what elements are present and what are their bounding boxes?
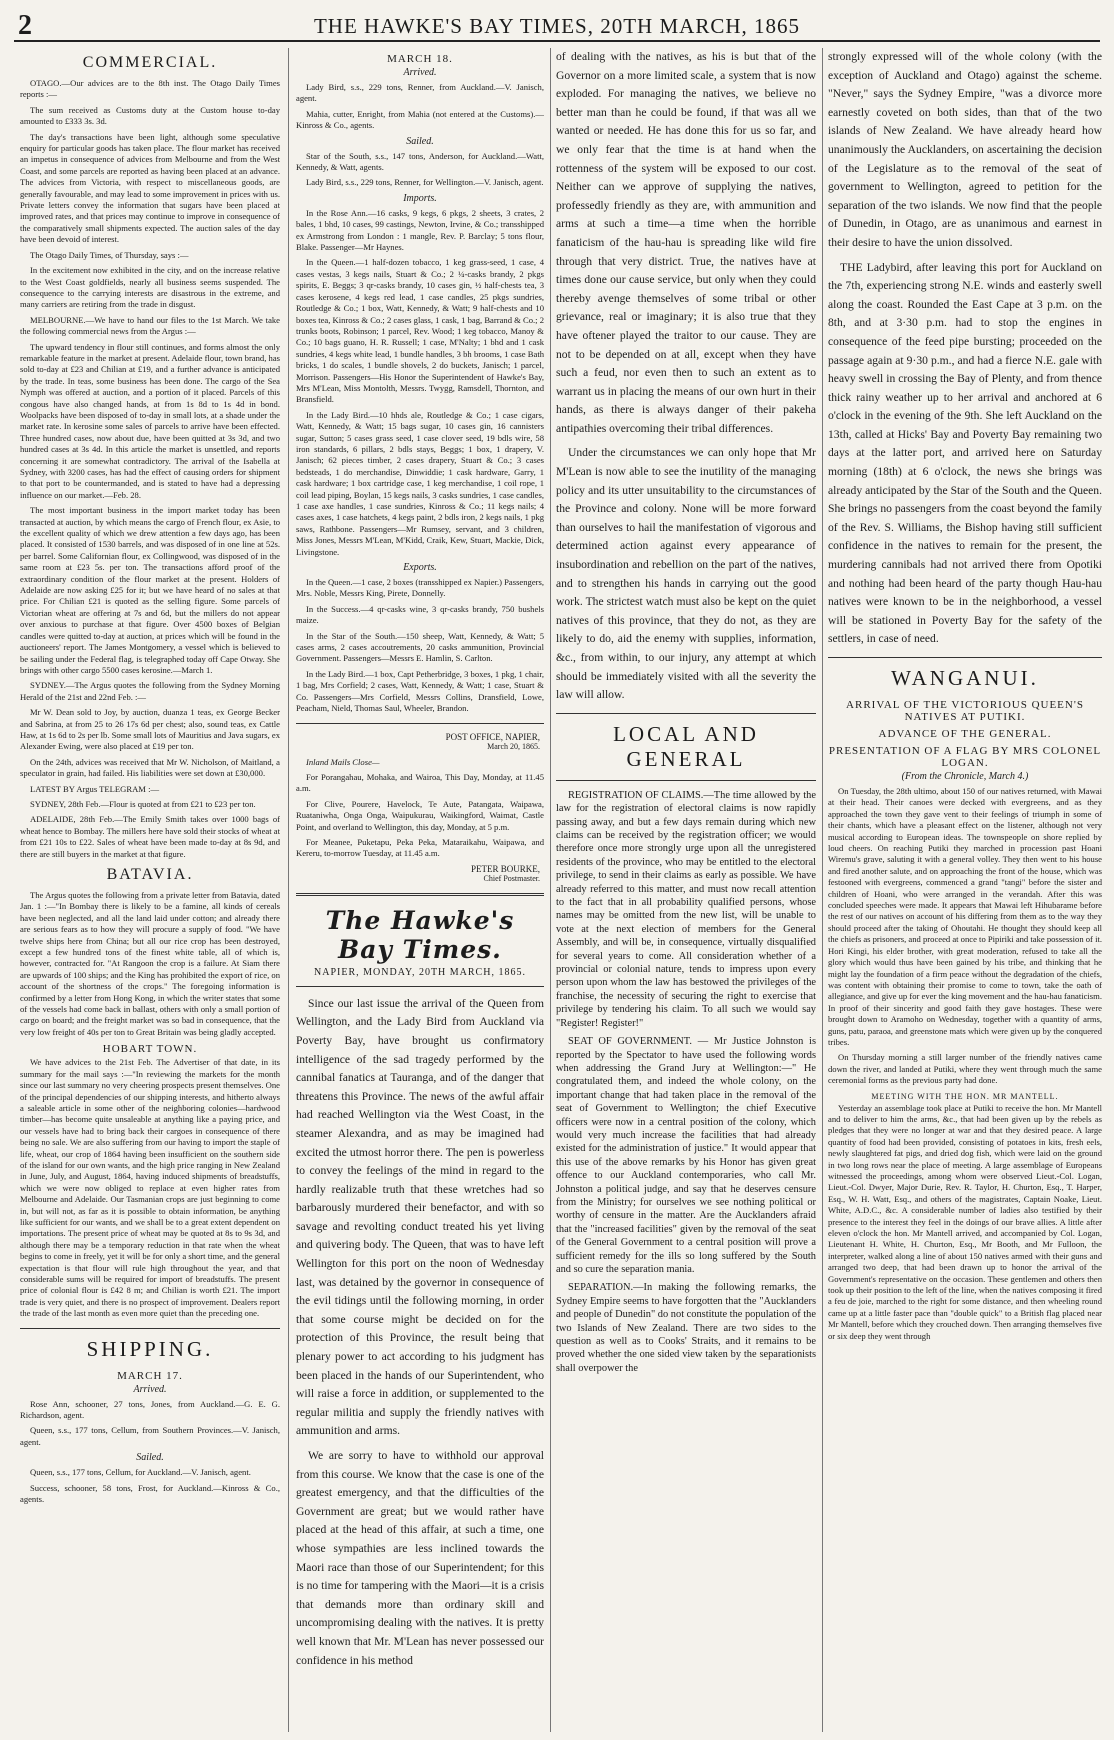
- column-rule: [550, 48, 551, 1732]
- news-paragraph: SEPARATION.—In making the following remarks, the Sydney Empire seems to have forgotten that the "Aucklanders and people of Dunedin" do not constitute the population of the two Islands of New Zealand. There are two sides to the question as well as to Cooks' Straits, and it remains to be proved whether the one sided view taken by the separationists shall overpower the: [556, 1282, 816, 1374]
- batavia-heading: BATAVIA.: [106, 866, 194, 883]
- news-paragraph: SEAT OF GOVERNMENT. — Mr Justice Johnston is reported by the Spectator to have used the following words when addressing the Grand Jury at Wellington:—" He congratulated them, and indeed the whole colony, on the important change that had taken place in the removal of the seat of Government to Wellington; the chief Executive officers were now in a central position of the colony, which would very much increase the facilities that had already existed for the administration of justice." It would appear that this use of the above remarks by his Honor has given great offence to our Auckland contemporaries, who call Mr. Johnston a political judge, and say that he deserves censure from the Ministry; for ourselves we see nothing political or worthy of censure in the matter. Are the Aucklanders afraid that the "increased facilities" given by the removal of the seat of the General Government to a central position will prove a sufficient remedy for the ills so long suffered by the South and so cure the separation mania.: [556, 1036, 816, 1275]
- divider: [828, 657, 1102, 658]
- shipping-heading: SHIPPING.: [86, 1336, 214, 1361]
- post-office-date: March 20, 1865.: [487, 741, 540, 751]
- article-paragraph: SYDNEY, 28th Feb.—Flour is quoted at from £21 to £23 per ton.: [30, 798, 256, 809]
- divider: [20, 1328, 280, 1329]
- article-paragraph: The upward tendency in flour still continues, and forms almost the only remarkable feature in the market at present. Adelaide flour, town brand, has sold to-day at £23 and Chilian at £19, and a further advance is anticipated by the trade. In teas, some business has been done. The cargo of the Sea Nymph was offered at auction, and a portion of it placed. Parcels of this congous have also changed hands, at from 1s 8d to 1s 4d in bond. Woolpacks have been disposed of to-day in small lots, at a shade under the market rate. In kerosine some sales of parcels to arrive have been effected. Three hundred cases, now about due, have been quitted at 3s 3d, and two hundred cases at 3s 4d. In this article the market is unsettled, and reports concerning it are somewhat contradictory. The arrival of the Isabella at Sydney, with 3200 cases, has had the effect of causing orders for shipment to that port to be countermanded, and is stated to have had a depressing influence on our market.—Feb. 28.: [20, 341, 280, 500]
- sailed-label: Sailed.: [136, 1452, 164, 1464]
- article-paragraph: Yesterday an assemblage took place at Putiki to receive the hon. Mr Mantell and to deliver to him the arms, &c., that had been given up by the rebels as pledges that they were no longer at war and that they desired peace. A large quantity of food had been provided, consisting of potatoes in kits, fresh eels, newly slaughtered fat pigs, and dried dog fish, which were laid on the ground in two long rows near the place of meeting. A large assemblage of Europeans witnessed the proceedings, among whom were observed Lieut.-Col. Logan, Lieut.-Col. Dwyer, Major Durie, Rev. R. Taylor, H. Churton, Esq., T. Harper, Esq., W. H. Watt, Esq., and others of the magistrates, Captain Noake, Lieut. White, A.D.C., &c. A considerable number of ladies also testified by their presence to the interest they feel in the doings of our brave allies. A little after eleven o'clock the hon. Mr Mantell arrived, and accompanied by Col. Logan, Lieutenant H. White, H. Churton, Esq., Mr Booth, and Mr Fulloon, the interpreter, walked along a line of about 150 natives armed with their guns and arranged two deep, that had been drawn up to honor the arrival of the Government's representative on the occasion. These gentlemen and others then took up their position to the left of the line, when the natives composing it fired a feu de joie, marched to the right for some distance, and then wheeling round came up at a little faster pace than "double quick" to a British flag placed near Mr Mantell, before which they crouched down. Then arranging themselves five or six deep they went through: [828, 1102, 1102, 1341]
- shipping-entry: Lady Bird, s.s., 229 tons, Renner, for Wellington.—V. Janisch, agent.: [306, 177, 544, 188]
- wanganui-subheading: ADVANCE OF THE GENERAL.: [878, 728, 1052, 740]
- shipping-entry: Star of the South, s.s., 147 tons, Anderson, for Auckland.—Watt, Kennedy, & Watt, agents.: [296, 150, 544, 173]
- mails-entry: For Meanee, Puketapu, Peka Peka, Mataraikahu, Waipawa, and Kereru, to-morrow Tuesday, at 11.45 a.m.: [296, 836, 544, 859]
- column-editorial-local: [556, 48, 816, 1734]
- masthead-title: THE HAWKE'S BAY TIMES, 20TH MARCH, 1865: [313, 14, 800, 38]
- sailed-label: Sailed.: [406, 135, 434, 147]
- imports-entry: In the Queen.—1 half-dozen tobacco, 1 keg grass-seed, 1 case, 4 cases vestas, 3 kegs nails, Stuart & Co.; 2 ¼-casks brandy, 2 pkgs spirits, E. Beggs; 3 qr-casks brandy, 10 cases gin, ½ half-chests tea, 3 cases kerosene, 4 kegs red lead, 1 case candles, 25 pkgs sundries, Routledge & Co.; 1 box, Watt, Kennedy, & Watt; 9 half-chests and 10 boxes tea, Kinross & Co.; 2 cases glass, 1 cask, 1 bag, Barrand & Co.; 2 trunks boots, Robinson; 1 parcel, Rev. Wood; 1 keg tobacco, Manoy & Co.; 10 bags guano, H. R. Russell; 1 case, M'Nalty; 1 bhd and 1 cask sundries, 4 kegs white lead, 1 bundle handles, 3 bh brooms, 1 case Bath bricks, 1 do scales, 1 bundle shovels, 2 do buckets, Janisch; 1 parcel, Morrison. Passengers—His Honor the Superintendent of Hawke's Bay, Mrs M'Lean, Miss Montolth, Messrs. Twygg, Ramsdell, Thornton, and Bransfield.: [296, 257, 544, 405]
- editorial-paragraph: We are sorry to have to withhold our approval from this course. We know that the case is one of the greatest emergency, and that the difficulties of the Government are great; but we would rather have placed at the head of this affair, at such a time, one whose sympathies are less inclined towards the Maori race than those of our Superintendent; for this is no time for tampering with the Maori—it is a crisis that demands more than ordinary skill and uncompromising dealing with the natives. It is pretty well known that Mr. M'Lean has never possessed our confidence in his method: [296, 1449, 544, 1667]
- mails-heading: Inland Mails Close—: [306, 756, 380, 767]
- page-number: 2: [18, 10, 32, 41]
- exports-entry: In the Success.—4 qr-casks wine, 3 qr-casks brandy, 750 bushels maize.: [296, 603, 544, 626]
- paper-title: The Hawke's Bay Times.: [325, 905, 515, 964]
- wanganui-subheading: PRESENTATION OF A FLAG BY MRS COLONEL LOGAN.: [828, 745, 1102, 769]
- hobart-heading: HOBART TOWN.: [102, 1043, 198, 1056]
- post-office-heading: POST OFFICE, NAPIER,: [445, 731, 540, 742]
- divider: [556, 713, 816, 714]
- meeting-subheading: MEETING WITH THE HON. MR MANTELL.: [871, 1091, 1059, 1101]
- source-credit: (From the Chronicle, March 4.): [901, 771, 1029, 782]
- masthead: [14, 10, 1100, 42]
- article-paragraph: On Tuesday, the 28th ultimo, about 150 of our natives returned, with Mawai at their head. Their canoes were decked with evergreens, and as they approached the town they gave vent to their feelings of triumph in some of their chants, which have a pleasant effect on the listener, although not very musical according to European ideas. The townspeople on shore replied by loud cheers. On reaching Putiki they marched in procession past Hoani Wiremu's grave, saluting it with a general volley. They then went to his house and fired another salute, and on approaching the front of the house, which was festooned with evergreens, commenced a grand "tangi" before the sister and children of Hoani, who were arranged in the verandah. After this was concluded speeches were made. It appears that Mawai left Hihubarame before the rest of our natives on account of his differing from them as to the way they should proceed after the taking of Ohoutahi. He thought they should keep all the chiefs as prisoners, and proceed at once to Pipiriki and take possession of it. Hori Kingi, his elder brother, with great moderation, refused to take all the glory which would thus have been gained by his tribe, and thinking that he might lay the foundation of a firm peace without the degradation of the chiefs, was content with obtaining their promise to come to town, take the oath of allegiance, and give up for ever the king movement and the hau-hau fanaticism. In proof of their sincerity and good faith they gave hostages. These were brought down to Aramoho on Wednesday, together with a quantity of arms, guns, patu, paraoa, and greenstone mats which were given up by the conquered tribes.: [828, 786, 1102, 1047]
- mails-entry: For Porangahau, Mohaka, and Wairoa, This Day, Monday, at 11.45 a.m.: [296, 771, 544, 794]
- article-paragraph: The sum received as Customs duty at the Custom house to-day amounted to £333 3s. 3d.: [20, 104, 280, 127]
- column-rule: [288, 48, 289, 1732]
- article-paragraph: The Argus quotes the following from a private letter from Batavia, dated Jan. 1 :—"In Bombay there is likely to be a famine, all kinds of cereals have been neglected, and all the land laid under cotton; and already there are serious fears as to how they will procure a supply of food. "We have twelve ships here from China; but all our rice crop has been destroyed, except a few hundred tons of the finest white table, all of which is, however, contracted for. "At Rangoon the crop is a failure. At Siam there are upwards of 100 ships; and the King has prohibited the export of rice, on account of the shortness of the crops." The foregoing information is confirmed by a letter from Hong Kong, in which the writer states that some of the vessels had come back in ballast, others with only a small portion of cargo on board; and the freight market was so bad in consequence, that the very low freight of 40s per ton to Great Britain was being gladly accepted.: [20, 890, 280, 1037]
- exports-entry: In the Queen.—1 case, 2 boxes (transshipped ex Napier.) Passengers, Mrs. Noble, Messrs King, Pirete, Donnelly.: [296, 577, 544, 599]
- exports-entry: In the Lady Bird.—1 box, Capt Petherbridge, 3 boxes, 1 pkg, 1 chair, 1 bag, Mrs Corfield; 2 cases, Watt, Kennedy, & Watt; 1 case, Stuart & Co. Passengers—Mrs Corfield, Messrs Collins, Dransfield, Lowe, Peacham, Nield, Thomas Saul, Wheeler, Brandon.: [296, 668, 544, 714]
- article-paragraph: Mr W. Dean sold to Joy, by auction, duanza 1 teas, ex George Becker and Sabrina, at from 25 to 26 17s 6d per chest; also, sound teas, ex Cattle Haw, at 1s 6d to 2s per lb. Some small lots of Mauritius and Java sugars, ex Alexander Ewing, were also placed at £19 per ton.: [20, 707, 280, 752]
- article-paragraph: OTAGO.—Our advices are to the 8th inst. The Otago Daily Times reports :—: [20, 78, 280, 100]
- editorial-paragraph: Under the circumstances we can only hope that Mr M'Lean is now able to see the inutility of the managing policy and its utter unsuitability to the circumstances of the Province and colony. None will be more forward than ourselves to hail the manifestation of vigorous and determined action against every appearance of insubordination and rebellion on the part of the natives, and to strengthen his hands in carrying out the good work. The strictest watch must also be kept on the quiet natives of this province, that they do not, as they are likely to do, aid the enemy with supplies, information, &c., from within, to our injury, any attempt at which should be immediately visited with all the severity the law will allow.: [556, 446, 816, 702]
- exports-entry: In the Star of the South.—150 sheep, Watt, Kennedy, & Watt; 5 cases arms, 2 cases accoutrements, 20 casks ammunition, Provincial Government. Passengers—Messrs E. Hamlin, S. Carlton.: [296, 630, 544, 664]
- divider: [296, 986, 544, 987]
- article-paragraph: The day's transactions have been light, although some speculative enquiry for particular goods has taken place. The flour market has received an impetus in consequence of advices from Melbourne and from the West Coast, and some parcels are reported as having been placed at an advance. The advices from Victoria, with respect to miscellaneous goods, are generally favourable, and may lead to some improvement in prices with us. Private letters convey the information that sugars have been placed at improved rates, and that prices may continue to improve in consequence of the comparatively small shipments expected. The auction sales of the day have been devoid of interest.: [20, 131, 280, 245]
- shipping-entry: Rose Ann, schooner, 27 tons, Jones, from Auckland.—G. E. G. Richardson, agent.: [20, 1398, 280, 1421]
- shipping-date: MARCH 18.: [387, 53, 453, 65]
- article-paragraph: In the excitement now exhibited in the city, and on the increase relative to the West Coast goldfields, nearly all business seems suspended. The consequence to the carrying interests are disastrous in the extreme, and many carriers are retiring from the trade in disgust.: [20, 265, 280, 310]
- column-wanganui: [828, 48, 1102, 1734]
- news-paragraph: REGISTRATION OF CLAIMS.—The time allowed by the law for the registration of electoral claims is now rapidly passing away, and but a few days remain during which new claims can be received by the registration officer; we would therefore once more strongly urge upon all the unregistered residents of the province, who may be entitled to the electoral privilege, to send in their claims as early as possible. We have already referred to this matter, and must now recall attention to the fact that in all probability qualified persons, whose names may be omitted from the new list, will be unable to vote at the next election of members for the General Assembly, and will be, in consequence, virtually disqualified for several years to come. All consideration whether of a provincial or colonial nature, tends to impress upon every person upon whom the law has bestowed the privileges of the franchise, the necessity of securing the right to exercise that privilege by tendering his claim. To all such we would say "Register! Register!": [556, 789, 816, 1029]
- arrived-label: Arrived.: [133, 1383, 167, 1395]
- editorial-paragraph: of dealing with the natives, as his is but that of the Governor on a more limited scale, a system that is now exploded. For managing the natives, we believe no better man than he could be found, if that was all we wanted or needed. He has done this for us so far, and we only fear that the time is at hand when the rottenness of the system will be exposed to our cost. Neither can we approve of supplying the natives, professedly friendly as they are, with ammunition and arms at such a time—a time when the horrible fanaticism of the hau-hau is spreading like wild fire through that very district. True, the natives have at times done our cause service, but only when they could thereby avenge themselves of some tribal or other grievance, real or imaginary; it is also true that they have oftener played the traitor to our cause. They are not to be depended on at all, except when they have such a feud, nor even then to such an extent as to warrant us in placing the means of our own hurt in their hands, as there is always danger of their pakeha antipathies overcoming their tribal differences.: [556, 50, 816, 435]
- article-paragraph: LATEST BY Argus TELEGRAM :—: [30, 783, 160, 794]
- column-commercial: [20, 48, 280, 1734]
- shipping-entry: Queen, s.s., 177 tons, Cellum, from Southern Provinces.—V. Janisch, agent.: [20, 1425, 280, 1447]
- editorial-dateline: NAPIER, MONDAY, 20TH MARCH, 1865.: [314, 966, 526, 978]
- imports-label: Imports.: [403, 192, 437, 204]
- shipping-entry: Queen, s.s., 177 tons, Cellum, for Auckland.—V. Janisch, agent.: [30, 1467, 251, 1478]
- wanganui-subheading: ARRIVAL OF THE VICTORIOUS QUEEN'S NATIVES AT PUTIKI.: [846, 699, 1084, 723]
- wanganui-heading: WANGANUI.: [891, 666, 1039, 690]
- article-paragraph: On the 24th, advices was received that Mr W. Nicholson, of Maitland, a speculator in grain, had failed. His liabilities were set down at £30,000.: [20, 756, 280, 779]
- article-paragraph: SYDNEY.—The Argus quotes the following from the Sydney Morning Herald of the 21st and 22nd Feb. :—: [20, 680, 280, 702]
- shipping-date: MARCH 17.: [117, 1369, 183, 1382]
- article-paragraph: ADELAIDE, 28th Feb.—The Emily Smith takes over 1000 bags of wheat hence to Bombay. The millers here have sold their stocks of wheat at from £21 10s to £22. Sales of wheat have been made to-day at 8s 9d, and there are still buyers in the market at that figure.: [20, 814, 280, 859]
- shipping-entry: Lady Bird, s.s., 229 tons, Renner, from Auckland.—V. Janisch, agent.: [296, 82, 544, 104]
- divider: [296, 893, 544, 896]
- imports-entry: In the Rose Ann.—16 casks, 9 kegs, 6 pkgs, 2 sheets, 3 crates, 2 bales, 1 bhd, 10 cases, 99 castings, Newton, Irvine, & Co.; transshipped ex Armstrong from London : 1 mangle, Rev. P. Barclay; 5 tons flour, Blake. Passenger—Mr Haynes.: [296, 207, 544, 253]
- article-paragraph: The most important business in the import market today has been transacted at auction, by which means the cargo of French flour, ex Asie, to the excellent quality of which we drew attention a few days ago, has been placed. It consisted of 1530 barrels, and was disposed of in one line at 52s. per barrel. Some Californian flour, ex Collingwood, was disposed of in the same room at £23 5s. per ton. The transactions afford proof of the extraordinary condition of the flour market at the present. Holders of Adelaide are now asking £25 for it; but we have heard of no sales at that price. For Chilian £21 is quoted as the selling figure. Some parcels of Victorian wheat are offering at 7s and 6d, but the millers do not appear over anxious to purchase at that figure. Over 4500 boxes of Belgian candles were quitted to-day at auction, at prices which will be found in the auctioneers' report. The James Montgomery, a vessel which is believed to be sailing under the Federal flag, is telegraphed today off Cape Otway. She brings with other cargo 5500 cases kerosine.—March 1.: [20, 505, 280, 675]
- divider: [296, 723, 544, 724]
- postmaster-name: PETER BOURKE,: [470, 863, 540, 874]
- editorial-paragraph: Since our last issue the arrival of the Queen from Wellington, and the Lady Bird from Auckland via Poverty Bay, have brought us confirmatory intelligence of the sad tragedy performed by the cannibal fanatics at Tauranga, and of the danger that threatens this Province. The news of the awful affair had reached Wellington via the West Coast, in the steamer Alexandra, and as may be imagined had excited the utmost horror there. The pen is powerless to convey the feelings of the mind in regard to the hardly realizable truth that these wretches had so barbarously murdered their benefactor, and with so savage and revolting conduct treated his yet living and quivering body. The Queen, that was to have left Wellington for this port on the noon of Wednesday last, was detained by the governor in consequence of the evil tidings until the following morning, in order that some course might be decided on for the protection of this Province, the result being that plenary power to act according to his judgment has been placed in the hands of our Superintendent, who will raise a force in addition, or supplemented to the regular militia and supply the friendly natives with ammunition and arms.: [296, 996, 544, 1438]
- article-paragraph: On Thursday morning a still larger number of the friendly natives came down the river, and landed at Putiki, where they went through much the same ceremonial forms as the previous party had done.: [828, 1052, 1102, 1086]
- mails-entry: For Clive, Pourere, Havelock, Te Aute, Patangata, Waipawa, Ruataniwha, Onga Onga, Waipukurau, Waikingford, Waimat, Castle Point, and overland to Wellington, this day, Monday, at 5 p.m.: [296, 798, 544, 832]
- postmaster-title: Chief Postmaster.: [483, 873, 540, 883]
- divider: [556, 780, 816, 781]
- imports-entry: In the Lady Bird.—10 hhds ale, Routledge & Co.; 1 case cigars, Watt, Kennedy, & Watt; 15 bags sugar, 10 cases gin, 16 cannisters sugar, Sutton; 5 cases grass seed, 1 case clover seed, 19 bdls wire, 58 iron standards, 6 pillars, 2 bdls stays, Beggs; 1 box, 1 drapery, V. Janisch; 62 pieces timber, 2 cases drapery, Stuart & Co.; 3 cases bedsteads, 1 do merchandise, Dinwiddie; 1 cask hardware, Garry, 1 cask hardware; 1 box cartridge case, 1 keg merchandise, 1 coil rope, 1 coil lead piping, Boylan, 15 kegs nails, 3 casks sundries, 1 case candles, 1 case axe handles, 1 case sundries, Kinross & Co.; 11 kegs nails; 4 cases axes, 1 case hatchets, 4 kegs paint, 2 bdls iron, 2 kegs nails, 1 pkg saws, Rathbone. Passengers—Mr Rumsey, servant, and 3 children, Miss Jones, Messrs M'Lean, M'Kidd, Craik, Kew, Stuart, Mackie, Dick, Livingstone.: [296, 409, 544, 557]
- article-paragraph: We have advices to the 21st Feb. The Advertiser of that date, in its summary for the mail says :—"In reviewing the markets for the month since our last summary no very cheering prospects present themselves. One of the principal dependencies of our shipping interests, and hitherto always a saleable article in some other of the neighboring colonies—hardwood timber—has become quite unsaleable at anything like a paying price, and our vessels have had to bring back their cargoes in consequence of there being no sale. We are also suffering from our having to import the staple of life, wheat, our crop of 1864 having been insufficient on the southern side of the island for our own wants, and the high price ranging in New Zealand in June, July, and August, 1864, having induced shipments of breadstuffs, which we were now obliged to replace at even higher rates from Melbourne and Adelaide. Our Tasmanian crops are just beginning to come in, but will not, as far as it is possible to obtain information, be anything like sufficient for our wants, and we shall be to a great extent dependent on importations. The present price of wheat may be quoted at 8s to 9s 3d, and although there may be a temporary reduction in that rate when the wheat begins to come in freely, yet it will be for only a short time, and the general expectation is that flour will rule high throughout the year, and that considerable sums will be required for import of breadstuffs. The present price of colonial flour is £42 8 m; and Chilian is worth £21. The import trade is very quiet, and there is no prospect of improvement. Dealers report the trade of the last month as even more quiet than the preceding one.: [20, 1057, 280, 1319]
- arrived-label: Arrived.: [403, 67, 437, 78]
- shipping-entry: Mahia, cutter, Enright, from Mahia (not entered at the Customs).—Kinross & Co., agents.: [296, 108, 544, 131]
- shipping-entry: Success, schooner, 58 tons, Frost, for Auckland.—Kinross & Co., agents.: [20, 1482, 280, 1505]
- article-paragraph: MELBOURNE.—We have to hand our files to the 1st March. We take the following commercial news from the Argus :—: [20, 314, 280, 337]
- news-paragraph: strongly expressed will of the whole colony (with the exception of Auckland and Otago) against the scheme. "Never," says the Sydney Empire, "was a divorce more earnestly coveted on both sides, than that of the two islands of New Zealand. We have already heard how unanimously the Aucklanders, on ascertaining the decision of the Legislature as to the removal of the seat of government to Wellington, agreed to petition for the separation of the two islands. We now find that the people of Dunedin, in Otago, are as unanimous and earnest in their desire to have the union dissolved.: [828, 50, 1102, 249]
- commercial-heading: COMMERCIAL.: [82, 54, 218, 71]
- article-paragraph: The Otago Daily Times, of Thursday, says :—: [30, 249, 189, 260]
- column-rule: [822, 48, 823, 1732]
- news-paragraph: THE Ladybird, after leaving this port for Auckland on the 7th, experiencing strong N.E. winds and easterly swell along the coast. Rounded the East Cape at 3 p.m. on the 8th, and at 3·30 p.m. had to stop the engines in consequence of the feed pipe bursting; proceeded on the passage again at 9·30 p.m., and had a fierce N.E. gale with heavy swell in crossing the Bay of Plenty, and from thence thick rainy weather up to her arrival and anchored at 6 o'clock in the evening of the 9th. She left Auckland on the 13th, called at Hicks' Bay and Poverty Bay remaining two days at the latter port, and arrived here on Saturday morning (18th) at 6 o'clock, the news she brings was already anticipated by the Star of the South and the Queen. She brings no passengers from the coast beyond the family of the Rev. S. Williams, the Bishop having still sufficient confidence in the natives to remain for the present, the murdering cannibals had not arrived there from Opotiki and nothing had been heard of the party though Hau-hau natives were known to be in the neighborhood, a vessel will be stationed in Poverty Bay for the safety of the settlers, in case of need.: [828, 260, 1102, 646]
- column-shipping-editorial: [296, 48, 544, 1734]
- local-general-heading: LOCAL AND GENERAL: [613, 721, 759, 771]
- exports-label: Exports.: [403, 562, 437, 574]
